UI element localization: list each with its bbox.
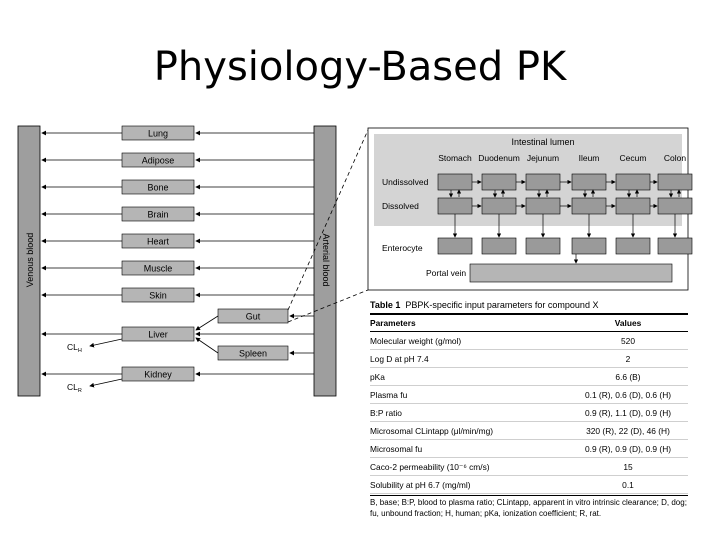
compartment-3-1 xyxy=(572,198,606,214)
compartment-3-0 xyxy=(572,174,606,190)
arrow-renal-clearance xyxy=(90,379,122,386)
param-name: Log D at pH 7.4 xyxy=(370,353,429,364)
param-value: 0.9 (R), 1.1 (D), 0.9 (H) xyxy=(584,407,672,418)
table-footnote: B, base; B:P, blood to plasma ratio; CLintapp, apparent in vitro intrinsic clearance; D, dog; fu, unbound fraction; H, human; pKa, ionization coefficient; R, rat. xyxy=(370,495,688,519)
table-row xyxy=(370,350,688,368)
slide-title: Physiology-Based PK xyxy=(153,44,567,90)
cl-renal-label: $CL_R$ xyxy=(67,382,82,394)
param-value: 6.6 (B) xyxy=(615,371,641,382)
table-header-param: Parameters xyxy=(370,318,416,328)
compartment-5-1 xyxy=(658,198,692,214)
compartment-1-0 xyxy=(482,174,516,190)
compartment-2-1 xyxy=(526,198,560,214)
organ-label-brain: Brain xyxy=(147,209,169,220)
param-value: 520 xyxy=(621,335,635,346)
param-name: Plasma fu xyxy=(370,389,408,400)
compartment-0-2 xyxy=(438,238,472,254)
organ-label-skin: Skin xyxy=(149,290,167,301)
param-name: Solubility at pH 6.7 (mg/ml) xyxy=(370,479,471,490)
organ-list xyxy=(42,126,314,302)
table-row xyxy=(370,368,688,386)
organ-label-liver: Liver xyxy=(148,329,168,340)
row-label-undissolved: Undissolved xyxy=(382,177,429,187)
param-value: 320 (R), 22 (D), 46 (H) xyxy=(586,425,670,436)
segment-label-colon: Colon xyxy=(663,153,687,163)
compartment-4-0 xyxy=(616,174,650,190)
compartment-2-2 xyxy=(526,238,560,254)
param-value: 15 xyxy=(623,461,633,472)
segment-label-jejunum: Jejunum xyxy=(526,153,560,163)
compartment-4-2 xyxy=(616,238,650,254)
organ-label-gut: Gut xyxy=(245,311,261,322)
param-name: B:P ratio xyxy=(370,407,402,418)
param-name: Molecular weight (g/mol) xyxy=(370,335,462,346)
param-name: Caco-2 permeability (10⁻⁶ cm/s) xyxy=(370,461,490,472)
organ-label-heart: Heart xyxy=(146,236,170,247)
table-header-value: Values xyxy=(614,318,642,328)
table-header xyxy=(370,313,688,332)
table-row xyxy=(370,404,688,422)
param-value: 2 xyxy=(625,353,631,364)
compartment-4-1 xyxy=(616,198,650,214)
param-name: Microsomal CLintapp (μl/min/mg) xyxy=(370,425,494,436)
table-row xyxy=(370,476,688,494)
segment-label-duodenum: Duodenum xyxy=(478,153,520,163)
venous-blood-label: Venous blood xyxy=(25,232,35,288)
organ-label-lung: Lung xyxy=(147,128,169,139)
row-label-enterocyte: Enterocyte xyxy=(382,243,423,253)
compartment-3-2 xyxy=(572,238,606,254)
cl-hepatic-label: $CL_H$ xyxy=(67,342,82,354)
portal-vein-box xyxy=(470,264,672,282)
param-value: 0.1 (R), 0.6 (D), 0.6 (H) xyxy=(584,389,672,400)
param-name: pKa xyxy=(370,371,385,382)
row-label-dissolved: Dissolved xyxy=(382,201,419,211)
intestinal-lumen-label: Intestinal lumen xyxy=(511,137,575,147)
table-row xyxy=(370,422,688,440)
arrow-hepatic-clearance xyxy=(90,339,122,346)
arrow-spleen-liver xyxy=(196,338,218,353)
compartment-0-0 xyxy=(438,174,472,190)
segment-label-ileum: Ileum xyxy=(578,153,600,163)
organ-label-spleen: Spleen xyxy=(238,348,268,359)
organ-label-bone: Bone xyxy=(147,182,169,193)
compartment-5-2 xyxy=(658,238,692,254)
arrow-gut-liver xyxy=(196,316,218,330)
arterial-blood-label: Arterial blood xyxy=(321,233,331,287)
row-label-portal-vein: Portal vein xyxy=(426,268,467,278)
compartment-1-1 xyxy=(482,198,516,214)
organ-label-muscle: Muscle xyxy=(143,263,173,274)
param-name: Microsomal fu xyxy=(370,443,423,454)
table-row xyxy=(370,386,688,404)
parameter-table xyxy=(370,300,688,519)
param-value: 0.1 xyxy=(622,479,634,490)
organ-label-adipose: Adipose xyxy=(141,155,175,166)
table-row xyxy=(370,458,688,476)
param-value: 0.9 (R), 0.9 (D), 0.9 (H) xyxy=(584,443,672,454)
compartment-1-2 xyxy=(482,238,516,254)
table-caption: Table 1 PBPK-specific input parameters for compound X xyxy=(370,300,599,310)
segment-label-stomach: Stomach xyxy=(438,153,472,163)
table-row xyxy=(370,440,688,458)
organ-label-kidney: Kidney xyxy=(144,369,172,380)
compartment-2-0 xyxy=(526,174,560,190)
compartment-5-0 xyxy=(658,174,692,190)
compartment-0-1 xyxy=(438,198,472,214)
table-row xyxy=(370,332,688,350)
segment-label-cecum: Cecum xyxy=(619,153,647,163)
